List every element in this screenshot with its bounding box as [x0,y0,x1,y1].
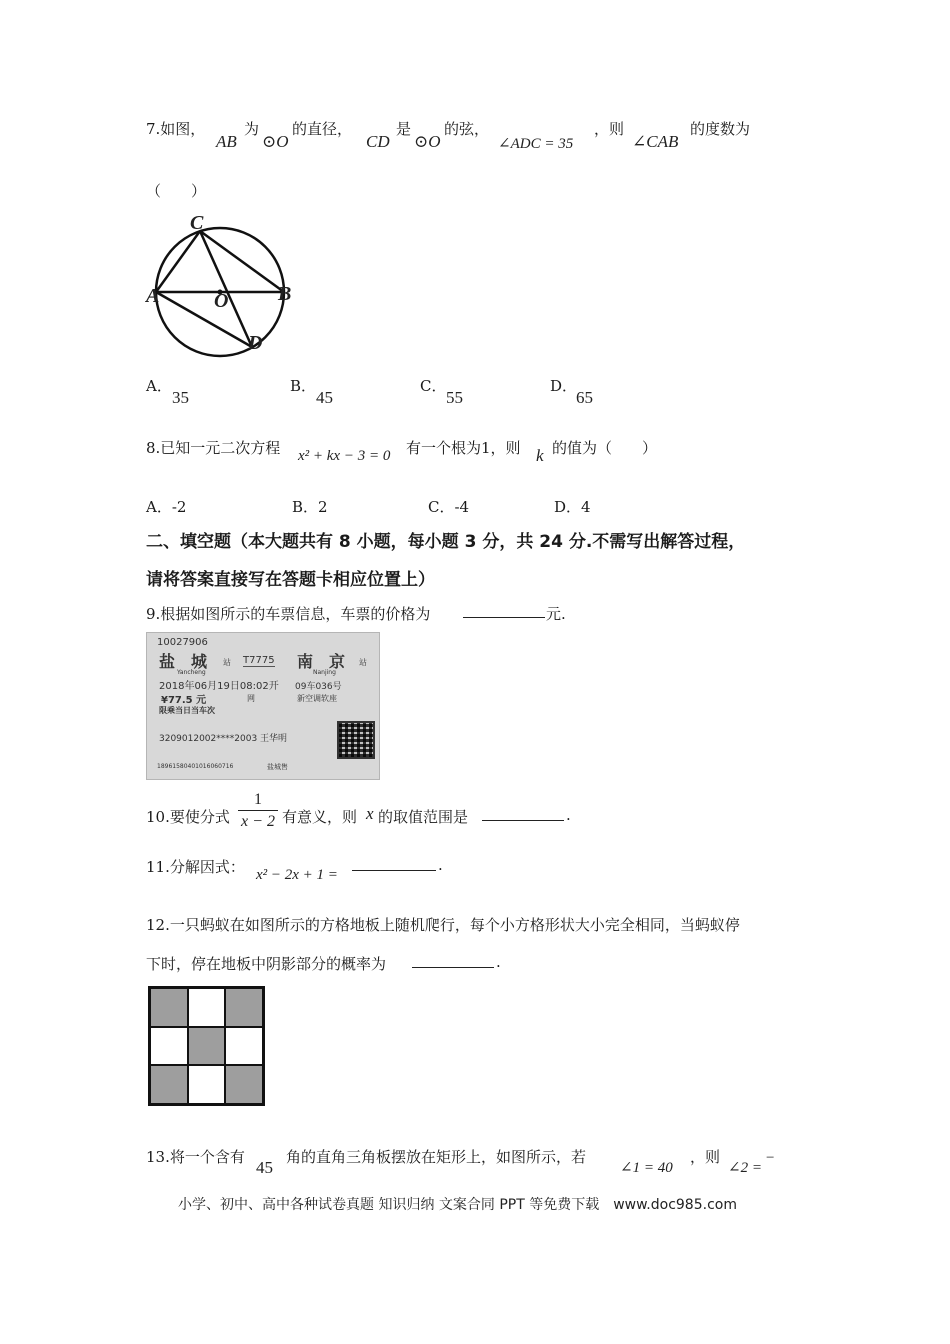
ticket-bottom-station: 盐城售 [267,763,288,771]
page-footer: 小学、初中、高中各种试卷真题 知识归纳 文案合同 PPT 等免费下载 www.doc985.com [178,1197,737,1213]
q7-ab: AB [216,132,237,151]
label-c: C [190,212,204,234]
q7-option-d-value: 65 [576,388,593,407]
q7-then: ，则 [594,120,625,138]
grid-cell-shaded [150,988,188,1027]
q7-option-c-letter: C． [420,377,447,395]
ticket-to-pinyin: Nanjing [313,669,336,676]
grid-cell-shaded [225,988,263,1027]
q8-option-c: C．-4 [428,498,470,516]
q13-angle-45: 45 [256,1158,273,1177]
q7-chord: 的弦， [444,120,490,138]
q13-dash: − [766,1150,775,1166]
ticket-serial: 10027906 [157,637,208,648]
q7-paren: （ ） [146,182,207,200]
qr-code-icon [337,721,375,759]
ticket-seat-type: 新空调软座 [297,694,337,703]
q7-cd: CD [366,132,390,151]
label-b: B [278,283,292,305]
q10-middle: 有意义，则 [282,808,358,826]
q10-x: x [366,804,374,823]
q7-diameter: 的直径， [292,120,353,138]
ticket-bottom-code: 18961580401016060716 [157,763,234,770]
q8-option-d: D．4 [554,498,591,516]
q7-angle-cab: ∠CAB [632,132,679,151]
q7-option-d-letter: D． [550,377,578,395]
ticket-from: 盐 城 [159,652,208,671]
q8-prefix: 8.已知一元二次方程 [146,439,281,457]
q7-is1: 为 [244,120,260,138]
q7-circle-o-1: ⊙O [262,132,289,151]
q10-fraction [236,790,280,833]
train-ticket-image [146,632,380,780]
q13-angle-2: ∠2 = [728,1160,762,1176]
q10-denominator: x − 2 [241,813,275,830]
chord-ad [156,292,252,347]
q7-option-c-value: 55 [446,388,463,407]
ticket-from-station: 站 [223,658,231,667]
q7-angle-adc: ∠ADC = 35 [498,136,574,152]
q9-suffix: 元. [546,605,566,623]
q10-prefix: 10.要使分式 [146,808,230,826]
q9-answer-blank[interactable] [463,603,545,618]
q7-option-a-value: 35 [172,388,189,407]
q12-floor-grid [148,986,265,1106]
ticket-net: 网 [247,694,255,703]
q13-middle: 角的直角三角板摆放在矩形上，如图所示，若 [286,1148,587,1166]
q12-line2: 下时，停在地板中阴影部分的概率为 [146,955,387,973]
q8-equation: x² + kx − 3 = 0 [298,448,391,464]
ticket-datetime: 2018年06月19日08:02开 [159,681,279,692]
q7-prefix: 7.如图， [146,120,206,138]
ticket-limit: 限乘当日当车次 [159,706,215,715]
section-2-heading-line2: 请将答案直接写在答题卡相应位置上） [146,570,435,590]
ticket-from-pinyin: Yancheng [177,669,206,676]
q8-k: k [536,446,544,465]
q12-answer-blank[interactable] [412,953,494,968]
grid-cell [188,1065,226,1104]
grid-cell-shaded [225,1065,263,1104]
grid-cell [188,988,226,1027]
ticket-train: T7775 [243,655,275,666]
q13-prefix: 13.将一个含有 [146,1148,245,1166]
ticket-id: 3209012002****2003 王华明 [159,734,288,744]
q11-end: . [438,856,443,874]
q13-then: ，则 [690,1148,721,1166]
q7-is2: 是 [396,120,412,138]
q7-option-a-letter: A． [146,377,172,395]
q11-answer-blank[interactable] [352,856,436,871]
q8-option-b: B．2 [292,498,328,516]
ticket-seat: 09车036号 [295,682,342,692]
ticket-price: ¥77.5 元 [161,695,207,706]
q10-numerator: 1 [254,791,262,808]
q8-middle: 有一个根为1，则 [406,439,521,457]
ticket-to-station: 站 [359,658,367,667]
ticket-to: 南 京 [297,652,346,671]
q13-angle-1: ∠1 = 40 [620,1160,673,1176]
q12-line1: 12.一只蚂蚁在如图所示的方格地板上随机爬行，每个小方格形状大小完全相同，当蚂蚁停 [146,916,740,934]
label-d: D [248,332,263,354]
q11-expression: x² − 2x + 1 = [256,867,338,883]
q7-circle-figure [140,210,300,360]
q10-suffix: 的取值范围是 [378,808,469,826]
grid-cell-shaded [150,1065,188,1104]
section-2-heading-line1: 二、填空题（本大题共有 8 小题，每小题 3 分，共 24 分.不需写出解答过程， [146,532,746,552]
q10-end: . [566,806,571,824]
grid-cell [225,1027,263,1066]
grid-cell [150,1027,188,1066]
grid-cell-shaded [188,1027,226,1066]
q7-degree: 的度数为 [690,120,751,138]
q8-option-a: A．-2 [146,498,187,516]
q7-option-b-letter: B． [290,377,317,395]
q7-stem [146,118,205,139]
label-o: O [214,290,229,312]
q12-end: . [496,953,501,971]
label-a: A [146,285,160,307]
q9-text: 9.根据如图所示的车票信息，车票的价格为 [146,605,431,623]
q11-prefix: 11.分解因式： [146,858,245,876]
q7-option-b-value: 45 [316,388,333,407]
q10-answer-blank[interactable] [482,806,564,821]
q8-suffix: 的值为（ ） [552,439,658,457]
q7-circle-o-2: ⊙O [414,132,441,151]
